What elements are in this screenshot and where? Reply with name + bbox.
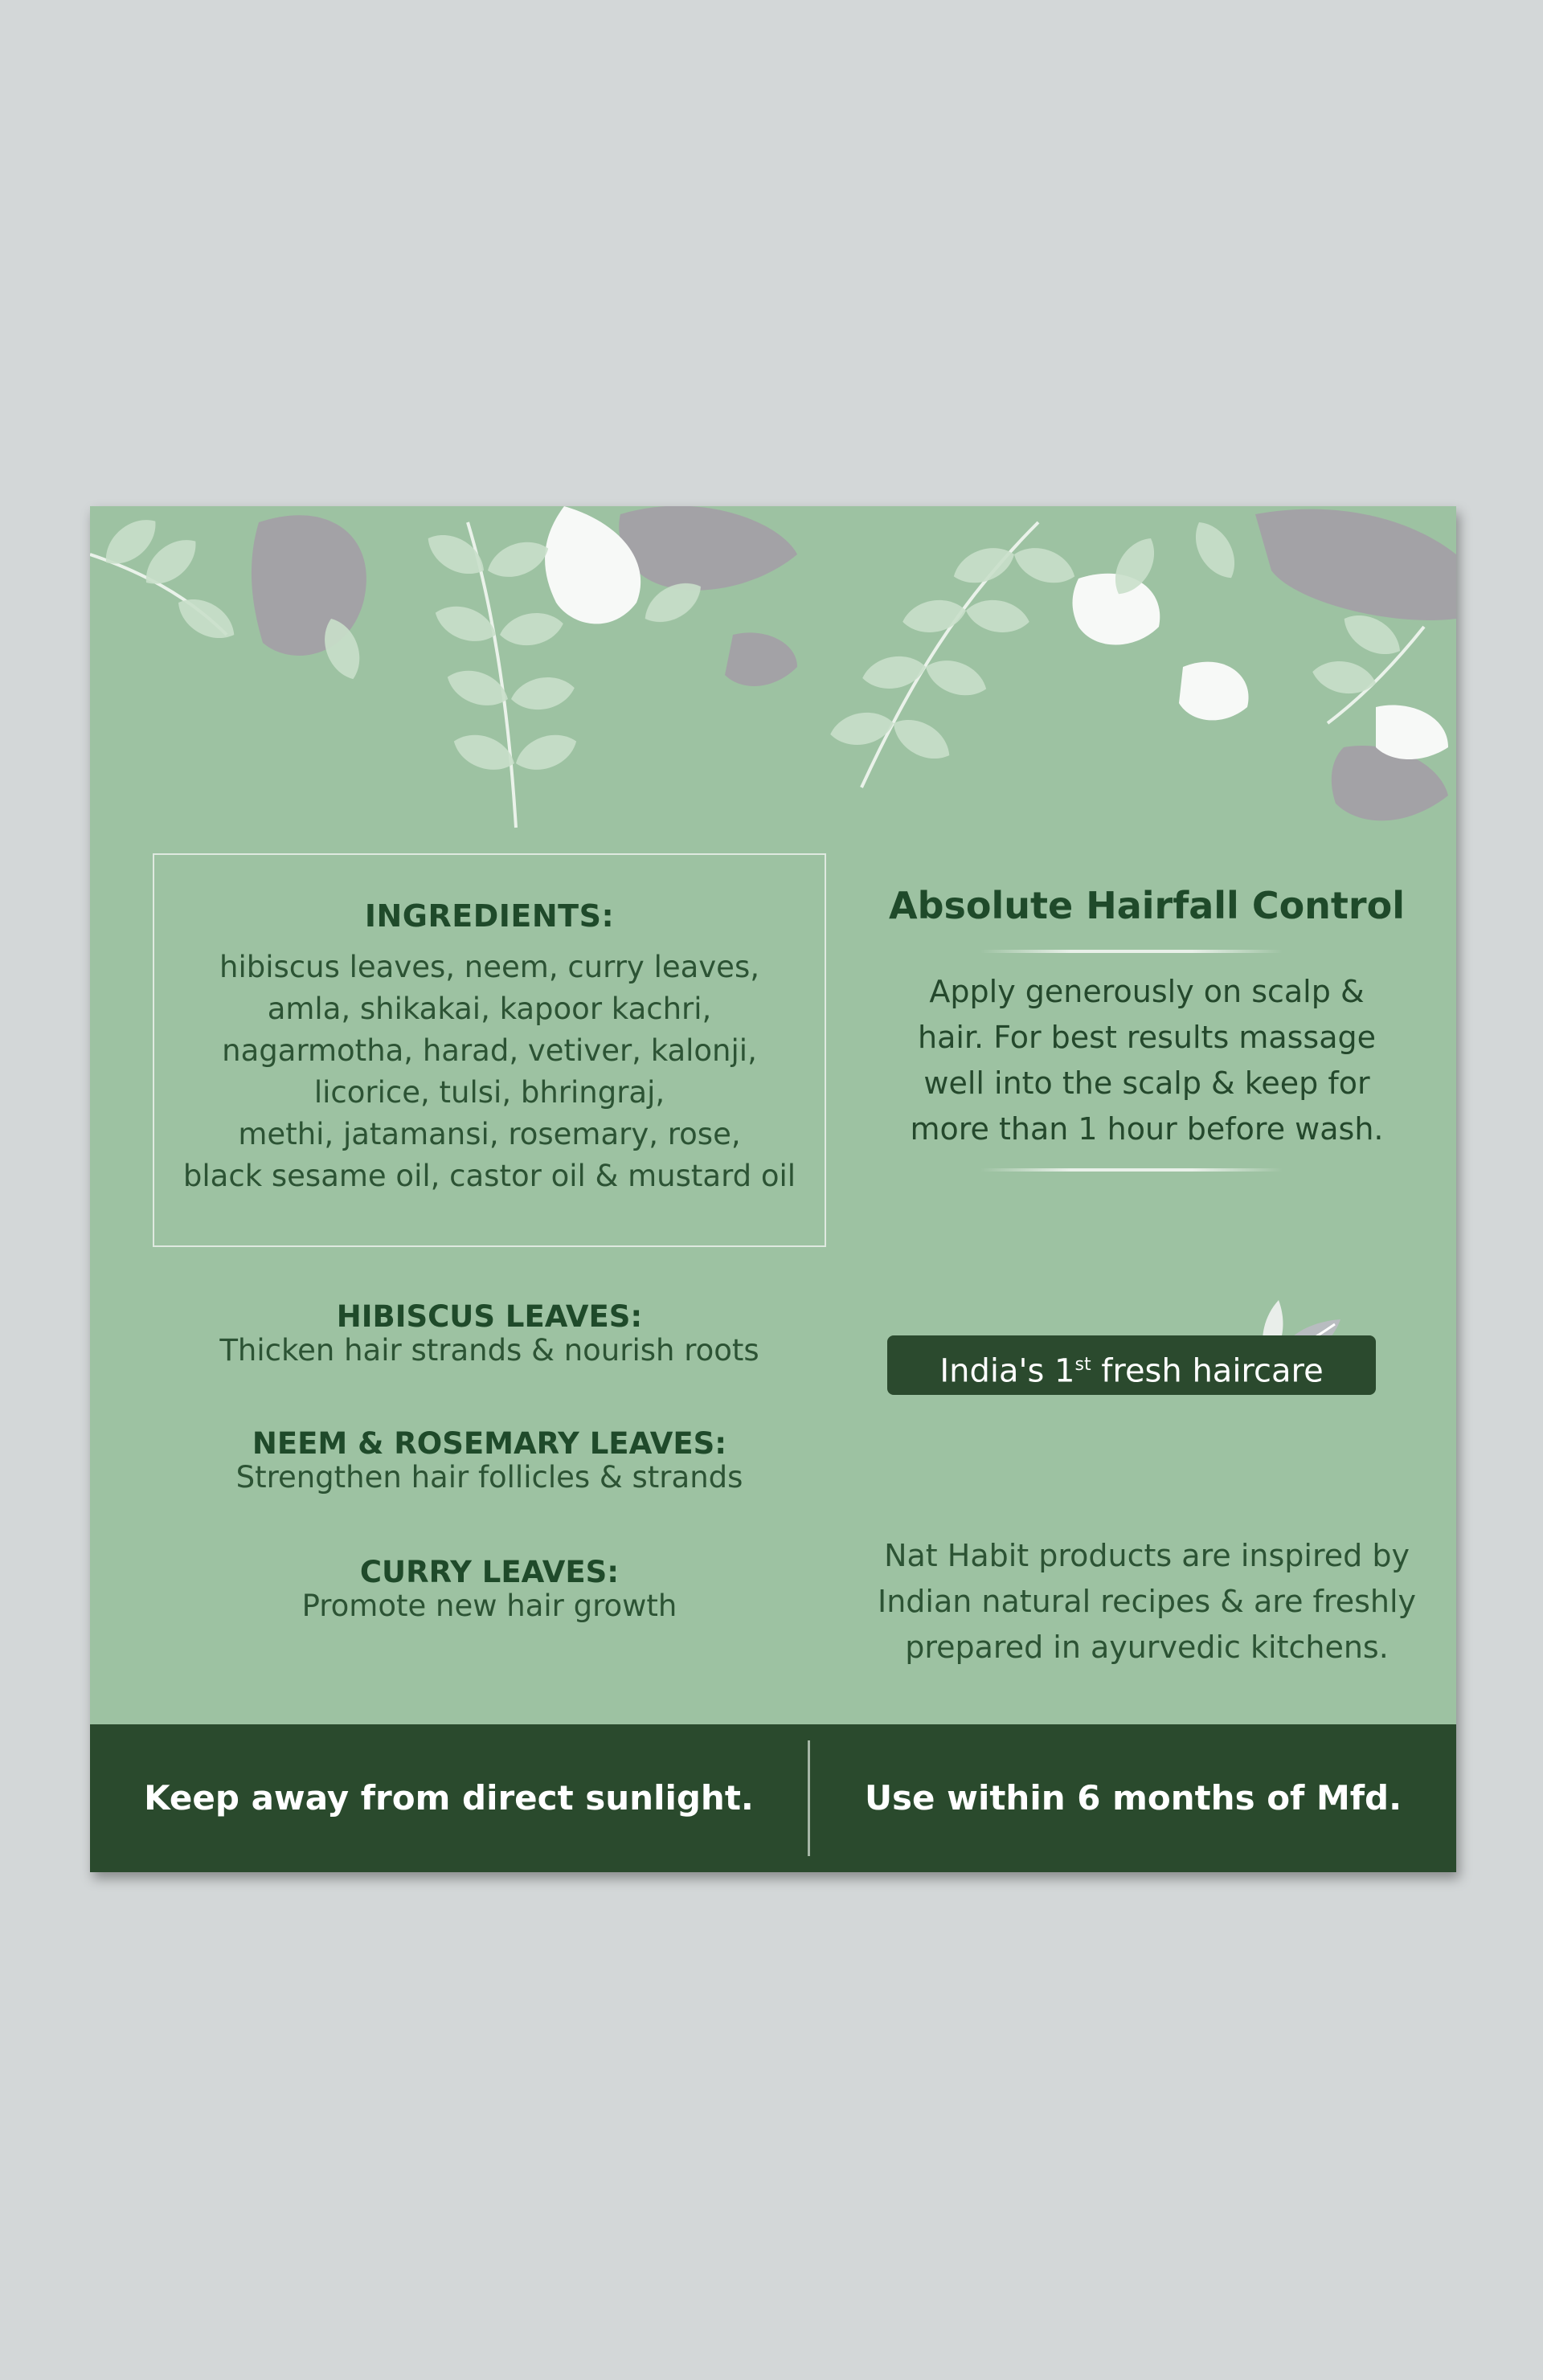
divider-bottom: [980, 1168, 1283, 1172]
ingredients-line: licorice, tulsi, bhringraj,: [313, 1075, 665, 1110]
footer-bar: [90, 1724, 1456, 1872]
product-label: [90, 506, 1456, 1872]
ingredients-box: [153, 853, 826, 1247]
about-line: Nat Habit products are inspired by: [884, 1538, 1410, 1573]
ingredients-line: black sesame oil, castor oil & mustard oil: [182, 1159, 796, 1193]
badge-text-suffix: fresh haircare: [1091, 1352, 1324, 1390]
directions-line: more than 1 hour before wash.: [910, 1111, 1384, 1147]
benefit-hibiscus: [153, 1300, 826, 1368]
directions-line: well into the scalp & keep for: [923, 1065, 1370, 1101]
benefit-description: Strengthen hair follicles & strands: [235, 1460, 743, 1495]
ingredients-line: amla, shikakai, kapoor kachri,: [267, 992, 712, 1026]
benefit-description: Promote new hair growth: [301, 1589, 677, 1623]
directions-line: hair. For best results massage: [917, 1020, 1377, 1055]
directions-line: Apply generously on scalp &: [929, 974, 1365, 1009]
benefit-title: NEEM & ROSEMARY LEAVES:: [252, 1426, 727, 1461]
headline-block: [870, 884, 1424, 927]
benefit-description: Thicken hair strands & nourish roots: [219, 1333, 759, 1368]
ingredients-list: [154, 947, 825, 1197]
badge-text-ordinal: st: [1074, 1355, 1091, 1375]
product-headline: Absolute Hairfall Control: [889, 884, 1405, 927]
brand-about: [870, 1533, 1424, 1670]
usage-directions: [870, 969, 1424, 1152]
badge-text-prefix: India's 1: [939, 1352, 1075, 1390]
benefit-neem-rosemary: [153, 1427, 826, 1495]
benefit-title: CURRY LEAVES:: [359, 1555, 620, 1589]
ingredients-line: hibiscus leaves, neem, curry leaves,: [219, 950, 759, 984]
benefit-title: HIBISCUS LEAVES:: [336, 1299, 643, 1334]
benefit-curry: [153, 1556, 826, 1623]
leaf-illustration: [90, 506, 1456, 876]
storage-warning: Keep away from direct sunlight.: [144, 1778, 754, 1818]
about-line: Indian natural recipes & are freshly: [877, 1584, 1417, 1619]
ingredients-line: nagarmotha, harad, vetiver, kalonji,: [222, 1033, 757, 1068]
fresh-haircare-badge: [887, 1335, 1376, 1395]
about-line: prepared in ayurvedic kitchens.: [905, 1630, 1389, 1665]
ingredients-line: methi, jatamansi, rosemary, rose,: [238, 1117, 741, 1151]
ingredients-title: INGREDIENTS:: [364, 898, 615, 934]
shelf-life-notice: Use within 6 months of Mfd.: [864, 1778, 1402, 1818]
divider-top: [980, 950, 1283, 953]
